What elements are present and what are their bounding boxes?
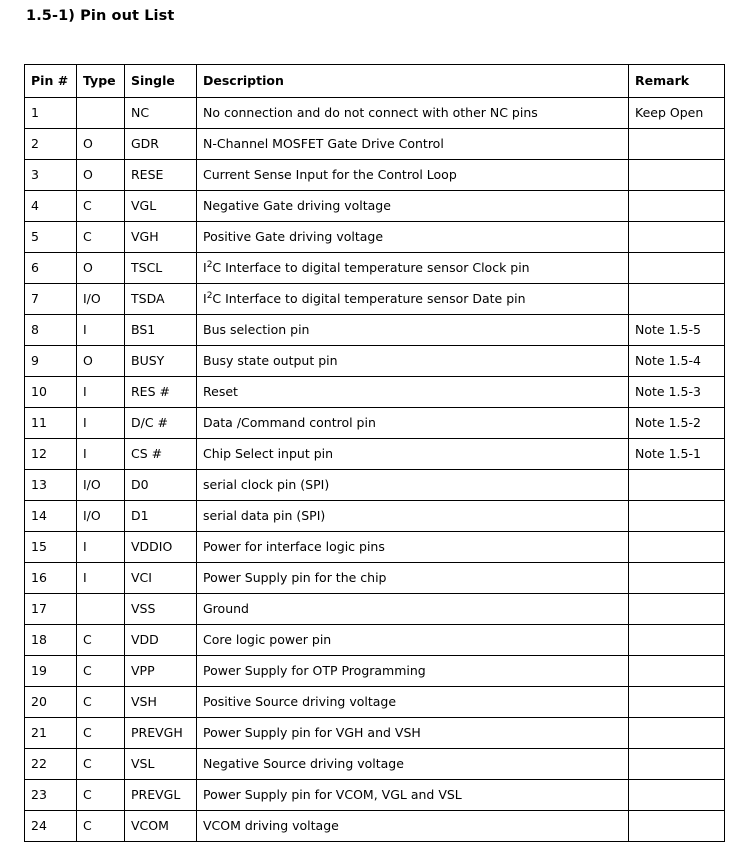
cell-remark: Note 1.5-3 xyxy=(629,377,725,408)
cell-description xyxy=(197,160,629,191)
description-text: serial data pin (SPI) xyxy=(203,507,326,523)
cell-signal-name: VGH xyxy=(125,222,197,253)
table-row xyxy=(25,470,725,501)
cell-remark xyxy=(629,253,725,284)
cell-signal-name: GDR xyxy=(125,129,197,160)
cell-pin-number: 11 xyxy=(25,408,77,439)
cell-description xyxy=(197,656,629,687)
cell-description xyxy=(197,408,629,439)
column-header-type: Type xyxy=(77,65,125,98)
table-row xyxy=(25,98,725,129)
cell-signal-name: VGL xyxy=(125,191,197,222)
cell-type: O xyxy=(77,160,125,191)
cell-remark xyxy=(629,470,725,501)
description-superscript: 2 xyxy=(206,259,213,270)
description-text: Core logic power pin xyxy=(203,631,332,647)
description-text: I xyxy=(203,290,207,306)
cell-pin-number: 18 xyxy=(25,625,77,656)
cell-type: C xyxy=(77,780,125,811)
table-row xyxy=(25,315,725,346)
cell-signal-name: VSH xyxy=(125,687,197,718)
cell-pin-number: 17 xyxy=(25,594,77,625)
description-text: No connection and do not connect with other NC pins xyxy=(203,104,538,120)
cell-type: C xyxy=(77,718,125,749)
cell-signal-name: NC xyxy=(125,98,197,129)
cell-type: I xyxy=(77,377,125,408)
cell-description xyxy=(197,346,629,377)
column-header-pin: Pin # xyxy=(25,65,77,98)
cell-description xyxy=(197,780,629,811)
cell-description xyxy=(197,315,629,346)
cell-signal-name: VDDIO xyxy=(125,532,197,563)
cell-pin-number: 5 xyxy=(25,222,77,253)
description-text-continued: C Interface to digital temperature sensor Date pin xyxy=(212,290,526,306)
description-text: Ground xyxy=(203,600,249,616)
cell-remark xyxy=(629,749,725,780)
description-superscript: 2 xyxy=(206,290,213,301)
cell-description xyxy=(197,129,629,160)
cell-pin-number: 19 xyxy=(25,656,77,687)
cell-description xyxy=(197,532,629,563)
description-text: Bus selection pin xyxy=(203,321,310,337)
table-row xyxy=(25,253,725,284)
cell-pin-number: 7 xyxy=(25,284,77,315)
cell-type: I xyxy=(77,532,125,563)
cell-type: O xyxy=(77,129,125,160)
cell-remark xyxy=(629,532,725,563)
cell-remark xyxy=(629,656,725,687)
cell-remark xyxy=(629,594,725,625)
cell-signal-name: VCI xyxy=(125,563,197,594)
cell-description xyxy=(197,501,629,532)
description-text: Power for interface logic pins xyxy=(203,538,385,554)
cell-pin-number: 24 xyxy=(25,811,77,842)
cell-description xyxy=(197,377,629,408)
description-text: VCOM driving voltage xyxy=(203,817,339,833)
cell-remark xyxy=(629,811,725,842)
cell-description xyxy=(197,687,629,718)
table-row xyxy=(25,532,725,563)
cell-signal-name: BUSY xyxy=(125,346,197,377)
table-row xyxy=(25,625,725,656)
cell-remark xyxy=(629,222,725,253)
cell-pin-number: 14 xyxy=(25,501,77,532)
cell-signal-name: D/C # xyxy=(125,408,197,439)
cell-description xyxy=(197,284,629,315)
cell-type xyxy=(77,594,125,625)
cell-description xyxy=(197,625,629,656)
cell-remark xyxy=(629,160,725,191)
table-row xyxy=(25,656,725,687)
cell-description xyxy=(197,811,629,842)
description-text: I xyxy=(203,259,207,275)
cell-remark: Note 1.5-5 xyxy=(629,315,725,346)
column-header-remark: Remark xyxy=(629,65,725,98)
cell-type: I xyxy=(77,315,125,346)
cell-signal-name: RESE xyxy=(125,160,197,191)
cell-signal-name: RES # xyxy=(125,377,197,408)
cell-type: C xyxy=(77,191,125,222)
cell-type: I/O xyxy=(77,284,125,315)
cell-pin-number: 10 xyxy=(25,377,77,408)
cell-remark: Keep Open xyxy=(629,98,725,129)
description-text: Positive Source driving voltage xyxy=(203,693,397,709)
cell-signal-name: BS1 xyxy=(125,315,197,346)
cell-pin-number: 3 xyxy=(25,160,77,191)
cell-type: C xyxy=(77,656,125,687)
cell-type: I xyxy=(77,563,125,594)
cell-signal-name: CS # xyxy=(125,439,197,470)
cell-type: I/O xyxy=(77,470,125,501)
cell-signal-name: PREVGH xyxy=(125,718,197,749)
cell-remark xyxy=(629,625,725,656)
cell-pin-number: 2 xyxy=(25,129,77,160)
cell-type: I xyxy=(77,439,125,470)
cell-pin-number: 16 xyxy=(25,563,77,594)
cell-signal-name: TSCL xyxy=(125,253,197,284)
table-row xyxy=(25,718,725,749)
table-header-row xyxy=(25,65,725,98)
cell-remark xyxy=(629,284,725,315)
cell-signal-name: VPP xyxy=(125,656,197,687)
cell-pin-number: 9 xyxy=(25,346,77,377)
cell-description xyxy=(197,749,629,780)
cell-signal-name: VCOM xyxy=(125,811,197,842)
cell-pin-number: 4 xyxy=(25,191,77,222)
description-text: serial clock pin (SPI) xyxy=(203,476,330,492)
table-row xyxy=(25,811,725,842)
cell-type: C xyxy=(77,749,125,780)
cell-signal-name: D1 xyxy=(125,501,197,532)
cell-description xyxy=(197,470,629,501)
cell-pin-number: 13 xyxy=(25,470,77,501)
description-text: Busy state output pin xyxy=(203,352,338,368)
cell-remark: Note 1.5-1 xyxy=(629,439,725,470)
cell-remark xyxy=(629,191,725,222)
cell-remark xyxy=(629,718,725,749)
description-text-continued: C Interface to digital temperature sensor Clock pin xyxy=(212,259,530,275)
table-row xyxy=(25,191,725,222)
cell-remark xyxy=(629,563,725,594)
table-body xyxy=(25,98,725,842)
cell-type: I/O xyxy=(77,501,125,532)
description-text: Data /Command control pin xyxy=(203,414,376,430)
cell-signal-name: PREVGL xyxy=(125,780,197,811)
table-row xyxy=(25,563,725,594)
column-header-single: Single xyxy=(125,65,197,98)
cell-signal-name: TSDA xyxy=(125,284,197,315)
description-text: Power Supply pin for VGH and VSH xyxy=(203,724,421,740)
cell-description xyxy=(197,439,629,470)
cell-description xyxy=(197,191,629,222)
cell-description xyxy=(197,253,629,284)
cell-pin-number: 1 xyxy=(25,98,77,129)
cell-pin-number: 8 xyxy=(25,315,77,346)
cell-type: C xyxy=(77,687,125,718)
cell-type: O xyxy=(77,253,125,284)
table-row xyxy=(25,687,725,718)
cell-type xyxy=(77,98,125,129)
cell-description xyxy=(197,222,629,253)
description-text: Negative Gate driving voltage xyxy=(203,197,391,213)
cell-pin-number: 23 xyxy=(25,780,77,811)
cell-remark xyxy=(629,129,725,160)
table-row xyxy=(25,749,725,780)
table-row xyxy=(25,439,725,470)
cell-type: O xyxy=(77,346,125,377)
table-row xyxy=(25,129,725,160)
cell-signal-name: VSS xyxy=(125,594,197,625)
page-title: 1.5-1) Pin out List xyxy=(26,8,175,24)
description-text: Power Supply pin for VCOM, VGL and VSL xyxy=(203,786,462,802)
cell-signal-name: VSL xyxy=(125,749,197,780)
table-row xyxy=(25,377,725,408)
description-text: N-Channel MOSFET Gate Drive Control xyxy=(203,135,444,151)
cell-remark xyxy=(629,687,725,718)
pinout-table-container xyxy=(24,64,724,842)
description-text: Chip Select input pin xyxy=(203,445,334,461)
cell-pin-number: 20 xyxy=(25,687,77,718)
table-row xyxy=(25,501,725,532)
cell-type: I xyxy=(77,408,125,439)
description-text: Reset xyxy=(203,383,238,399)
cell-pin-number: 12 xyxy=(25,439,77,470)
description-text: Current Sense Input for the Control Loop xyxy=(203,166,457,182)
cell-pin-number: 15 xyxy=(25,532,77,563)
table-header xyxy=(25,65,725,98)
cell-remark: Note 1.5-4 xyxy=(629,346,725,377)
cell-signal-name: VDD xyxy=(125,625,197,656)
cell-pin-number: 21 xyxy=(25,718,77,749)
cell-signal-name: D0 xyxy=(125,470,197,501)
description-text: Power Supply for OTP Programming xyxy=(203,662,426,678)
description-text: Positive Gate driving voltage xyxy=(203,228,384,244)
cell-type: C xyxy=(77,625,125,656)
pinout-table xyxy=(24,64,725,842)
cell-remark xyxy=(629,501,725,532)
cell-pin-number: 22 xyxy=(25,749,77,780)
table-row xyxy=(25,408,725,439)
table-row xyxy=(25,780,725,811)
description-text: Power Supply pin for the chip xyxy=(203,569,387,585)
table-row xyxy=(25,594,725,625)
cell-remark xyxy=(629,780,725,811)
cell-description xyxy=(197,594,629,625)
cell-type: C xyxy=(77,222,125,253)
cell-pin-number: 6 xyxy=(25,253,77,284)
cell-remark: Note 1.5-2 xyxy=(629,408,725,439)
description-text: Negative Source driving voltage xyxy=(203,755,404,771)
column-header-description: Description xyxy=(197,65,629,98)
cell-description xyxy=(197,563,629,594)
cell-description xyxy=(197,718,629,749)
table-row xyxy=(25,222,725,253)
cell-description xyxy=(197,98,629,129)
table-row xyxy=(25,346,725,377)
table-row xyxy=(25,160,725,191)
table-row xyxy=(25,284,725,315)
cell-type: C xyxy=(77,811,125,842)
